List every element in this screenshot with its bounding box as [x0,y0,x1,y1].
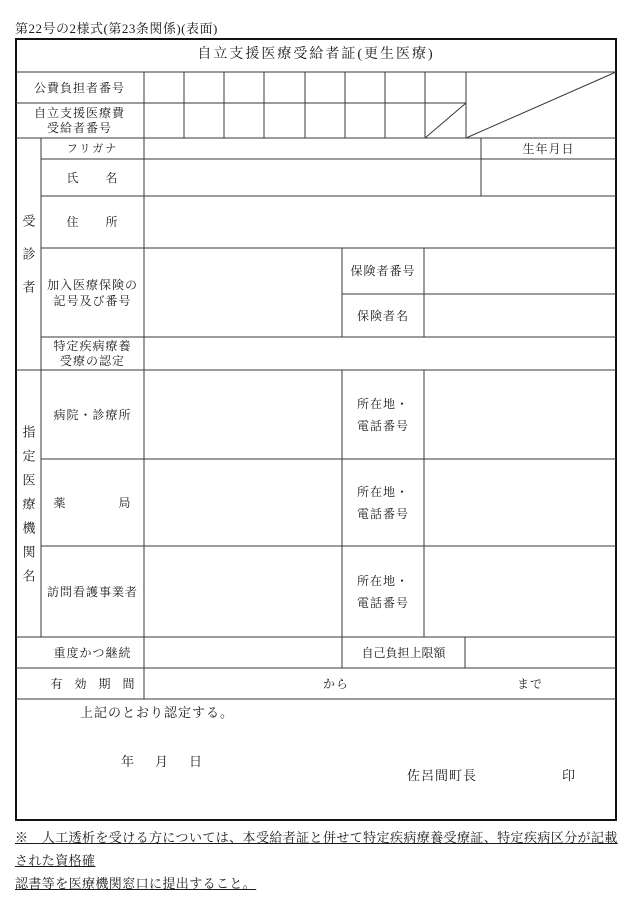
hospital-label: 病院・診療所 [53,407,132,422]
insurer-name-label: 保険者名 [356,308,409,323]
location-label-line2: 電話番号 [356,418,409,433]
diagonal-slash-large [466,72,616,138]
seal-placeholder: 印 [562,768,577,783]
diagonal-slash-cell [425,103,466,138]
validity-period-label: 有 効 期 間 [50,676,135,691]
specific-disease-label-line1: 特定疾病療養 [53,338,132,353]
location-label-line2: 電話番号 [356,595,409,610]
certification-statement: 上記のとおり認定する。 [80,705,235,720]
location-label-line1: 所在地・ [356,573,409,588]
section-institutions-label: 指定医療機関名 [20,424,36,593]
form-title: 自立支援医療受給者証(更生医療) [197,47,435,62]
footnote-line2: 認書等を医療機関窓口に提出すること。 [15,876,257,891]
address-label: 住 所 [66,215,119,229]
recipient-number-label [15,103,144,138]
insurer-number-label: 保険者番号 [350,264,416,278]
severe-continuous-label: 重度かつ継続 [53,645,132,660]
location-label-line1: 所在地・ [356,484,409,499]
validity-from-label: から [322,676,349,691]
insurance-label-line2: 記号及び番号 [53,293,132,308]
copay-limit-label: 自己負担上限額 [361,645,446,660]
name-label: 氏 名 [66,170,119,185]
insurance-label [41,248,144,337]
certification-date-placeholder: 年 月 日 [121,754,207,769]
location-label-line2: 電話番号 [356,506,409,521]
section-patient-label: 受診者 [20,213,36,313]
issuer-name: 佐呂間町長 [407,768,478,783]
footnote-line1: ※ 人工透析を受ける方については、本受給者証と併せて特定疾病療養受療証、特定疾病区分が記載された資格確 [15,830,618,868]
certificate-form [15,38,617,821]
pharmacy-location-label [342,459,424,546]
payer-number-label: 公費負担者番号 [33,80,125,95]
hospital-location-label [342,370,424,459]
recipient-number-label-line1: 自立支援医療費 [33,105,125,120]
specific-disease-label [41,337,144,370]
nursing-label: 訪問看護事業者 [46,584,138,599]
nursing-location-label [342,546,424,637]
specific-disease-label-line2: 受療の認定 [59,353,125,368]
insurance-label-line1: 加入医療保険の [46,277,138,292]
recipient-number-label-line2: 受給者番号 [46,120,112,135]
form-number-label: 第22号の2様式(第23条関係)(表面) [15,21,218,36]
location-label-line1: 所在地・ [356,396,409,411]
pharmacy-label: 薬 局 [53,495,132,510]
furigana-label: フリガナ [66,142,119,155]
validity-to-label: まで [516,676,543,691]
birthdate-label: 生年月日 [522,141,575,156]
section-institutions [15,370,41,637]
section-patient [15,138,41,370]
footnote [15,826,619,895]
